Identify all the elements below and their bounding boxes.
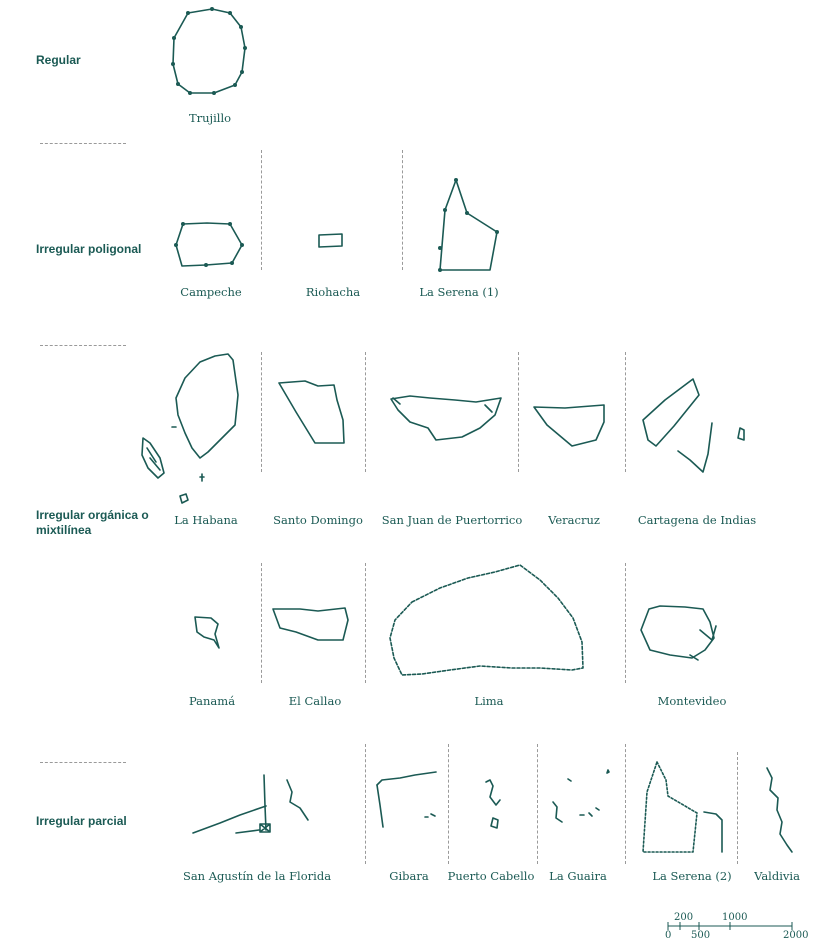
label-santo-domingo: Santo Domingo: [273, 513, 363, 527]
label-valdivia: Valdivia: [754, 869, 800, 883]
scale-tick-1000: 1000: [722, 912, 748, 923]
label-campeche: Campeche: [180, 285, 242, 299]
label-montevideo: Montevideo: [657, 694, 727, 708]
label-veracruz: Veracruz: [548, 513, 600, 527]
label-cartagena: Cartagena de Indias: [637, 513, 757, 527]
scale-tick-500: 500: [691, 930, 711, 941]
category-irregular-organica: Irregular orgánica o mixtilínea: [36, 508, 149, 537]
label-panama: Panamá: [188, 694, 236, 708]
label-puerto-cabello: Puerto Cabello: [447, 869, 535, 883]
label-gibara: Gibara: [389, 869, 429, 883]
scale-tick-200: 200: [674, 912, 694, 923]
scale-bar: [665, 912, 809, 948]
label-trujillo: Trujillo: [188, 111, 232, 125]
label-la-serena-1: La Serena (1): [419, 285, 499, 299]
label-lima: Lima: [474, 694, 504, 708]
scale-tick-2000: 2000: [783, 930, 809, 941]
category-irregular-poligonal: Irregular poligonal: [36, 242, 142, 256]
label-la-guaira: La Guaira: [549, 869, 607, 883]
label-san-agustin: San Agustín de la Florida: [182, 869, 332, 883]
label-la-habana: La Habana: [174, 513, 238, 527]
label-san-juan: San Juan de Puertorrico: [381, 513, 523, 527]
label-riohacha: Riohacha: [305, 285, 361, 299]
category-irregular-parcial: Irregular parcial: [36, 814, 127, 828]
category-regular: Regular: [36, 53, 81, 67]
scale-tick-0: 0: [665, 930, 672, 941]
label-el-callao: El Callao: [288, 694, 342, 708]
label-la-serena-2: La Serena (2): [652, 869, 732, 883]
